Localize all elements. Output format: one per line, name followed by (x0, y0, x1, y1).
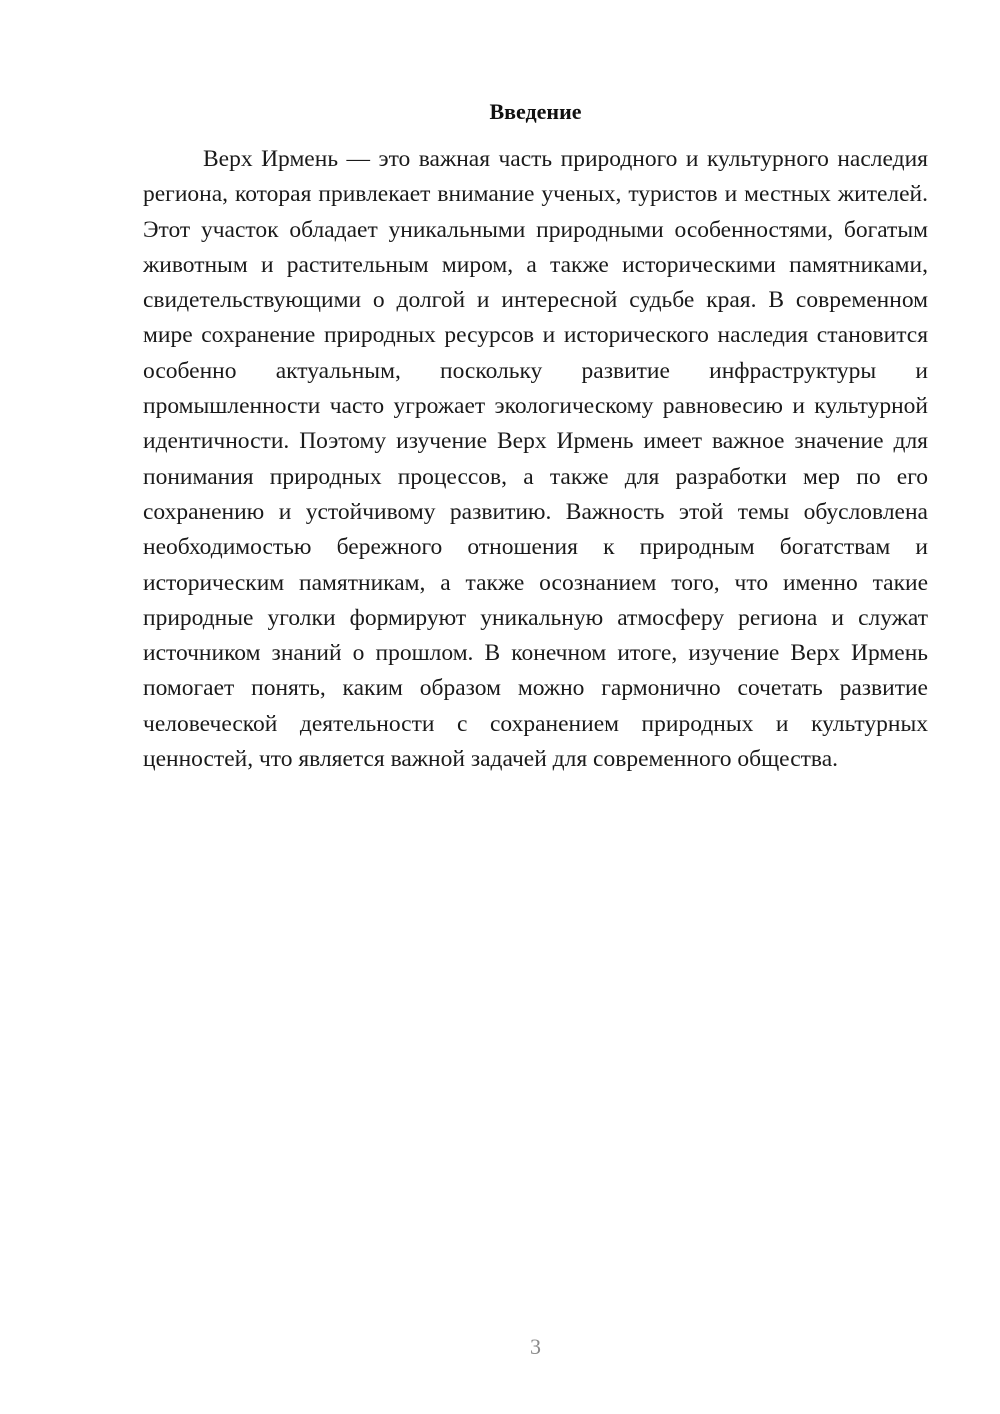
body-paragraph: Верх Ирмень — это важная часть природного и культурного наследия региона, которая привлекает внимание ученых, туристов и местных жителей. Этот участок обладает уникальными природными особенностями, богатым животным и растительным миром, а также историческими памятниками, свидетельствующими о долгой и интересной судьбе края. В современном мире сохранение природных ресурсов и исторического наследия становится особенно актуальным, поскольку развитие инфраструктуры и промышленности часто угрожает экологическому равновесию и культурной идентичности. Поэтому изучение Верх Ирмень имеет важное значение для понимания природных процессов, а также для разработки мер по его сохранению и устойчивому развитию. Важность этой темы обусловлена необходимостью бережного отношения к природным богатствам и историческим памятникам, а также осознанием того, что именно такие природные уголки формируют уникальную атмосферу региона и служат источником знаний о прошлом. В конечном итоге, изучение Верх Ирмень помогает понять, каким образом можно гармонично сочетать развитие человеческой деятельности с сохранением природных и культурных ценностей, что является важной задачей для современного общества. (143, 146, 928, 773)
page-number: 3 (530, 1334, 541, 1359)
section-heading: Введение (489, 99, 582, 124)
